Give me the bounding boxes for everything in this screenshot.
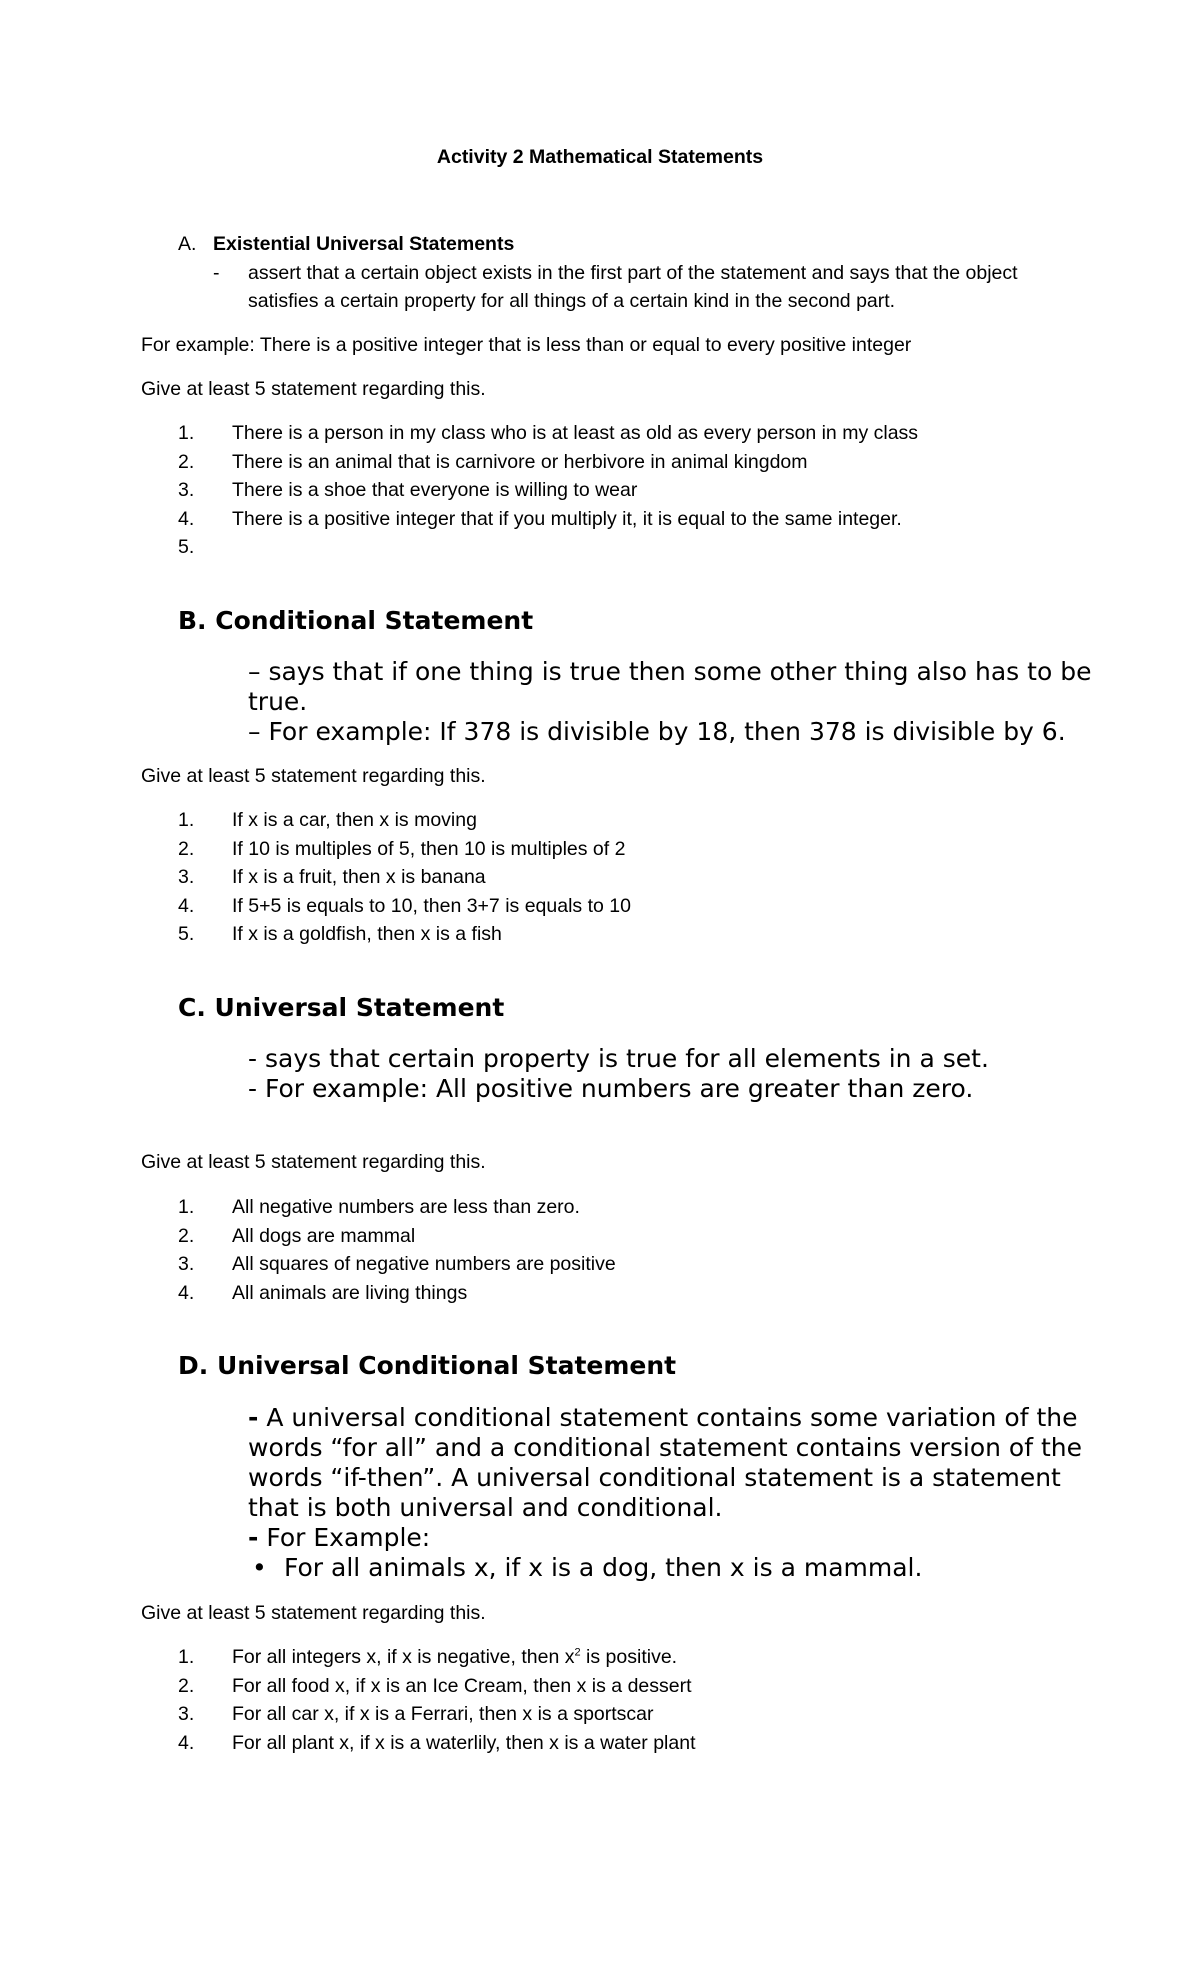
section-b-heading: B. Conditional Statement [178,606,534,635]
section-d-definition-line2: words “for all” and a conditional statement contains version of the [248,1433,1082,1462]
list-item-number: 4. [178,1282,195,1304]
list-item-number: 4. [178,1732,195,1754]
list-item: All dogs are mammal [232,1225,416,1247]
section-a-dash: - [213,262,220,284]
list-item-number: 2. [178,838,195,860]
list-item-number: 2. [178,1675,195,1697]
list-item-number: 2. [178,451,195,473]
section-c-definition: - says that certain property is true for all elements in a set. [248,1044,989,1073]
list-item-number: 3. [178,1253,195,1275]
list-item: There is a shoe that everyone is willing to wear [232,479,638,501]
list-item-text: For all integers x, if x is negative, then x [232,1646,575,1668]
section-b-example: – For example: If 378 is divisible by 18, then 378 is divisible by 6. [248,717,1066,746]
section-a-heading: Existential Universal Statements [213,233,515,255]
list-item [232,1646,677,1669]
list-item-number: 5. [178,923,195,945]
section-c-prompt: Give at least 5 statement regarding this. [141,1151,486,1173]
list-item-number: 3. [178,1703,195,1725]
list-item: For all plant x, if x is a waterlily, then x is a water plant [232,1732,696,1754]
section-c-example: - For example: All positive numbers are greater than zero. [248,1074,974,1103]
list-item-number: 1. [178,1196,195,1218]
list-item-number: 2. [178,1225,195,1247]
list-item-number: 4. [178,508,195,530]
section-d-example-label: For Example: [258,1523,431,1552]
section-d-example-dash: - [248,1523,259,1552]
section-d-example: For all animals x, if x is a dog, then x is a mammal. [284,1553,923,1582]
section-a-definition-line2: satisfies a certain property for all things of a certain kind in the second part. [248,290,896,312]
bullet-icon: • [252,1553,267,1582]
list-item-text: is positive. [580,1646,678,1668]
superscript: 2 [574,1646,581,1659]
section-a-definition-line1: assert that a certain object exists in the first part of the statement and says that the object [248,262,1018,284]
section-b-prompt: Give at least 5 statement regarding this. [141,765,486,787]
section-b-definition-line1: – says that if one thing is true then some other thing also has to be [248,657,1092,686]
section-d-dash: - [248,1403,259,1432]
section-a-prompt: Give at least 5 statement regarding this. [141,378,486,400]
list-item-number: 1. [178,1646,195,1668]
list-item-number: 1. [178,809,195,831]
section-d-definition-line4: that is both universal and conditional. [248,1493,723,1522]
list-item: If 10 is multiples of 5, then 10 is multiples of 2 [232,838,626,860]
list-item-number: 3. [178,866,195,888]
list-item-number: 3. [178,479,195,501]
section-d-definition-line1: A universal conditional statement contains some variation of the [258,1403,1078,1432]
list-item: If x is a goldfish, then x is a fish [232,923,502,945]
section-d-heading: D. Universal Conditional Statement [178,1351,677,1380]
list-item: For all food x, if x is an Ice Cream, then x is a dessert [232,1675,692,1697]
section-c-heading: C. Universal Statement [178,993,505,1022]
list-item: If x is a fruit, then x is banana [232,866,486,888]
section-a-example: For example: There is a positive integer that is less than or equal to every positive integer [141,334,912,356]
page-title: Activity 2 Mathematical Statements [436,146,764,168]
list-item: If 5+5 is equals to 10, then 3+7 is equals to 10 [232,895,631,917]
list-item: All squares of negative numbers are positive [232,1253,616,1275]
section-d-definition-line3: words “if-then”. A universal conditional statement is a statement [248,1463,1061,1492]
list-item: All animals are living things [232,1282,468,1304]
list-item-number: 4. [178,895,195,917]
section-d-prompt: Give at least 5 statement regarding this. [141,1602,486,1624]
list-item: If x is a car, then x is moving [232,809,477,831]
list-item: There is a person in my class who is at least as old as every person in my class [232,422,919,444]
list-item: All negative numbers are less than zero. [232,1196,580,1218]
section-b-definition-line2: true. [248,687,308,716]
list-item: There is a positive integer that if you multiply it, it is equal to the same integer. [232,508,902,530]
list-item: For all car x, if x is a Ferrari, then x is a sportscar [232,1703,654,1725]
list-item-number: 5. [178,536,195,558]
list-item: There is an animal that is carnivore or herbivore in animal kingdom [232,451,808,473]
list-item-number: 1. [178,422,195,444]
section-a-marker: A. [178,233,197,255]
